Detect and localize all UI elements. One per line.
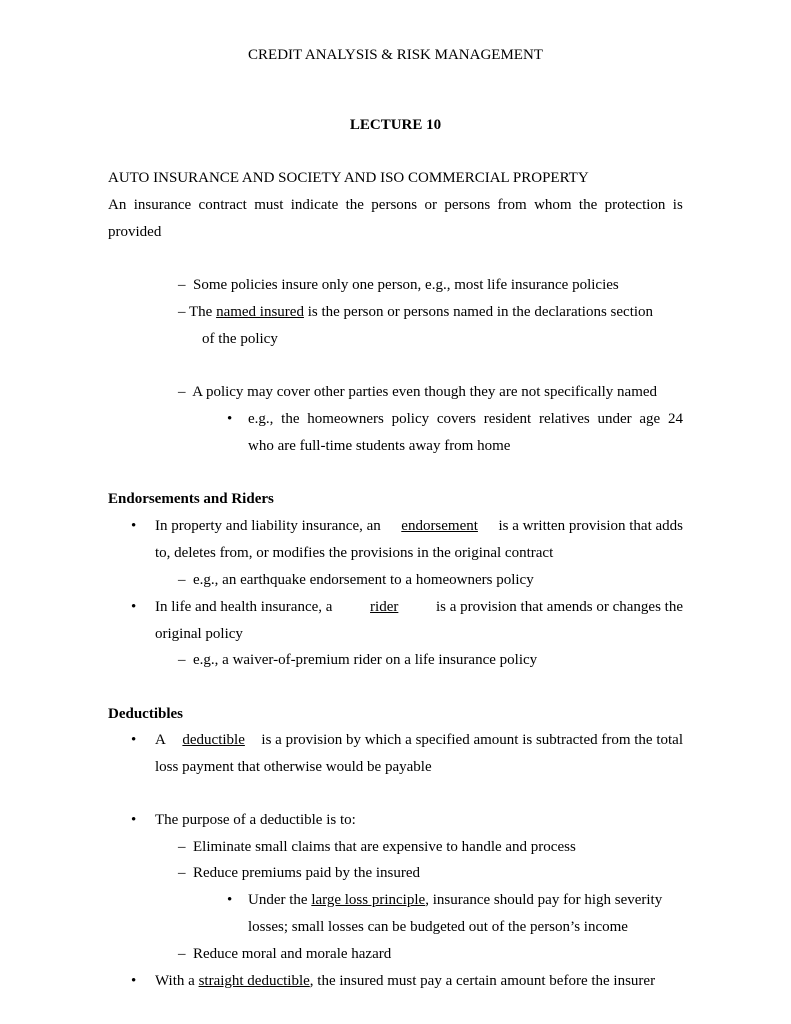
dash-example-earthquake	[178, 571, 534, 589]
bullet-continuation: loss payment that otherwise would be payable	[155, 759, 432, 775]
bullet-marker: •	[131, 973, 137, 989]
text-fragment: is a written provision that adds	[498, 518, 683, 534]
word: contract	[198, 197, 247, 213]
term-straight-deductible: straight deductible	[198, 973, 310, 989]
word: persons	[444, 197, 491, 213]
dash-item-text: Reduce moral and morale hazard	[193, 946, 392, 962]
dash-item-text: Eliminate small claims that are expensive to handle and process	[193, 839, 576, 855]
dash-item-text: A policy may cover other parties even though they are not specifically named	[192, 384, 658, 400]
term-rider: rider	[370, 599, 399, 615]
text-fragment: Under the	[248, 892, 308, 908]
text-fragment: is a provision that amends or changes the	[435, 599, 683, 615]
bullet-endorsement	[155, 517, 683, 535]
word: persons	[371, 197, 418, 213]
word: from	[497, 197, 527, 213]
dash-marker: –	[178, 865, 186, 881]
bullet-marker: •	[227, 411, 233, 427]
dash-item-reduce-premiums	[178, 864, 420, 882]
dash-item-continuation: of the policy	[202, 331, 278, 347]
text-fragment: is the person or persons named in the declarations section	[307, 304, 654, 320]
term-named-insured: named insured	[216, 304, 304, 320]
bullet-purpose: The purpose of a deductible is to:	[155, 812, 356, 828]
text-fragment: , the insured must pay a certain amount before the insurer	[309, 973, 656, 989]
text-fragment: A	[155, 732, 166, 748]
term-deductible: deductible	[182, 732, 245, 748]
text-fragment: , insurance should pay for high severity	[425, 892, 663, 908]
word: is	[672, 197, 683, 213]
word: indicate	[290, 197, 339, 213]
bullet-marker: •	[131, 518, 137, 534]
word: the	[345, 197, 364, 213]
word: e.g.,	[248, 411, 274, 427]
dash-item-text: Some policies insure only one person, e.g., most life insurance policies	[193, 277, 619, 293]
dash-marker: –	[178, 652, 186, 668]
sub-bullet-continuation: losses; small losses can be budgeted out of the person’s income	[248, 919, 628, 935]
sub-bullet-continuation: who are full-time students away from home	[248, 438, 511, 454]
word: relatives	[538, 411, 590, 427]
lecture-title: LECTURE 10	[349, 117, 442, 133]
bullet-marker: •	[131, 732, 137, 748]
word: the	[281, 411, 300, 427]
word: 24	[667, 411, 683, 427]
dash-marker: –	[178, 304, 186, 320]
word: under	[597, 411, 632, 427]
word: whom	[534, 197, 572, 213]
word: homeowners	[307, 411, 384, 427]
word: covers	[436, 411, 476, 427]
text-fragment: The	[188, 304, 213, 320]
bullet-straight-deductible	[155, 972, 655, 990]
bullet-marker: •	[131, 599, 137, 615]
dash-item-text: e.g., an earthquake endorsement to a homeowners policy	[193, 572, 534, 588]
term-large-loss-principle: large loss principle	[311, 892, 426, 908]
dash-marker: –	[178, 946, 186, 962]
word: An	[108, 197, 127, 213]
bullet-deductible-definition	[155, 731, 683, 749]
text-fragment: In life and health insurance, a	[155, 599, 333, 615]
word: protection	[604, 197, 666, 213]
word: or	[424, 197, 437, 213]
text-fragment: is a provision by which a specified amount is subtracted from the total	[261, 732, 683, 748]
bullet-rider	[155, 598, 683, 616]
section-heading-deductibles: Deductibles	[108, 706, 183, 722]
bullet-marker: •	[131, 812, 137, 828]
sub-bullet-large-loss	[248, 891, 662, 909]
topic-heading: AUTO INSURANCE AND SOCIETY AND ISO COMMERCIAL PROPERTY	[108, 170, 589, 186]
intro-line-1	[108, 196, 683, 214]
word: the	[578, 197, 598, 213]
word: age	[639, 411, 661, 427]
term-endorsement: endorsement	[401, 518, 478, 534]
dash-item-reduce-hazard	[178, 945, 391, 963]
section-heading-endorsements: Endorsements and Riders	[108, 491, 274, 507]
word: resident	[483, 411, 532, 427]
word: must	[254, 197, 284, 213]
dash-item-text: e.g., a waiver-of-premium rider on a life insurance policy	[193, 652, 538, 668]
text-fragment: With a	[155, 973, 195, 989]
dash-marker: –	[178, 384, 186, 400]
bullet-continuation: to, deletes from, or modifies the provisions in the original contract	[155, 545, 554, 561]
dash-item-eliminate-claims	[178, 838, 576, 856]
dash-marker: –	[178, 839, 186, 855]
sub-bullet-homeowners	[248, 410, 683, 428]
text-fragment: In property and liability insurance, an	[155, 518, 381, 534]
dash-marker: –	[178, 572, 186, 588]
bullet-marker: •	[227, 892, 233, 908]
dash-item-other-parties	[178, 383, 657, 401]
dash-marker: –	[178, 277, 186, 293]
dash-item-named-insured	[178, 303, 653, 321]
word: policy	[391, 411, 430, 427]
dash-item-text: Reduce premiums paid by the insured	[193, 865, 421, 881]
bullet-continuation: original policy	[155, 626, 243, 642]
document-header: CREDIT ANALYSIS & RISK MANAGEMENT	[248, 47, 543, 63]
dash-example-waiver	[178, 651, 537, 669]
intro-line-2: provided	[108, 224, 162, 240]
word: insurance	[133, 197, 192, 213]
dash-item-one-person	[178, 276, 619, 294]
